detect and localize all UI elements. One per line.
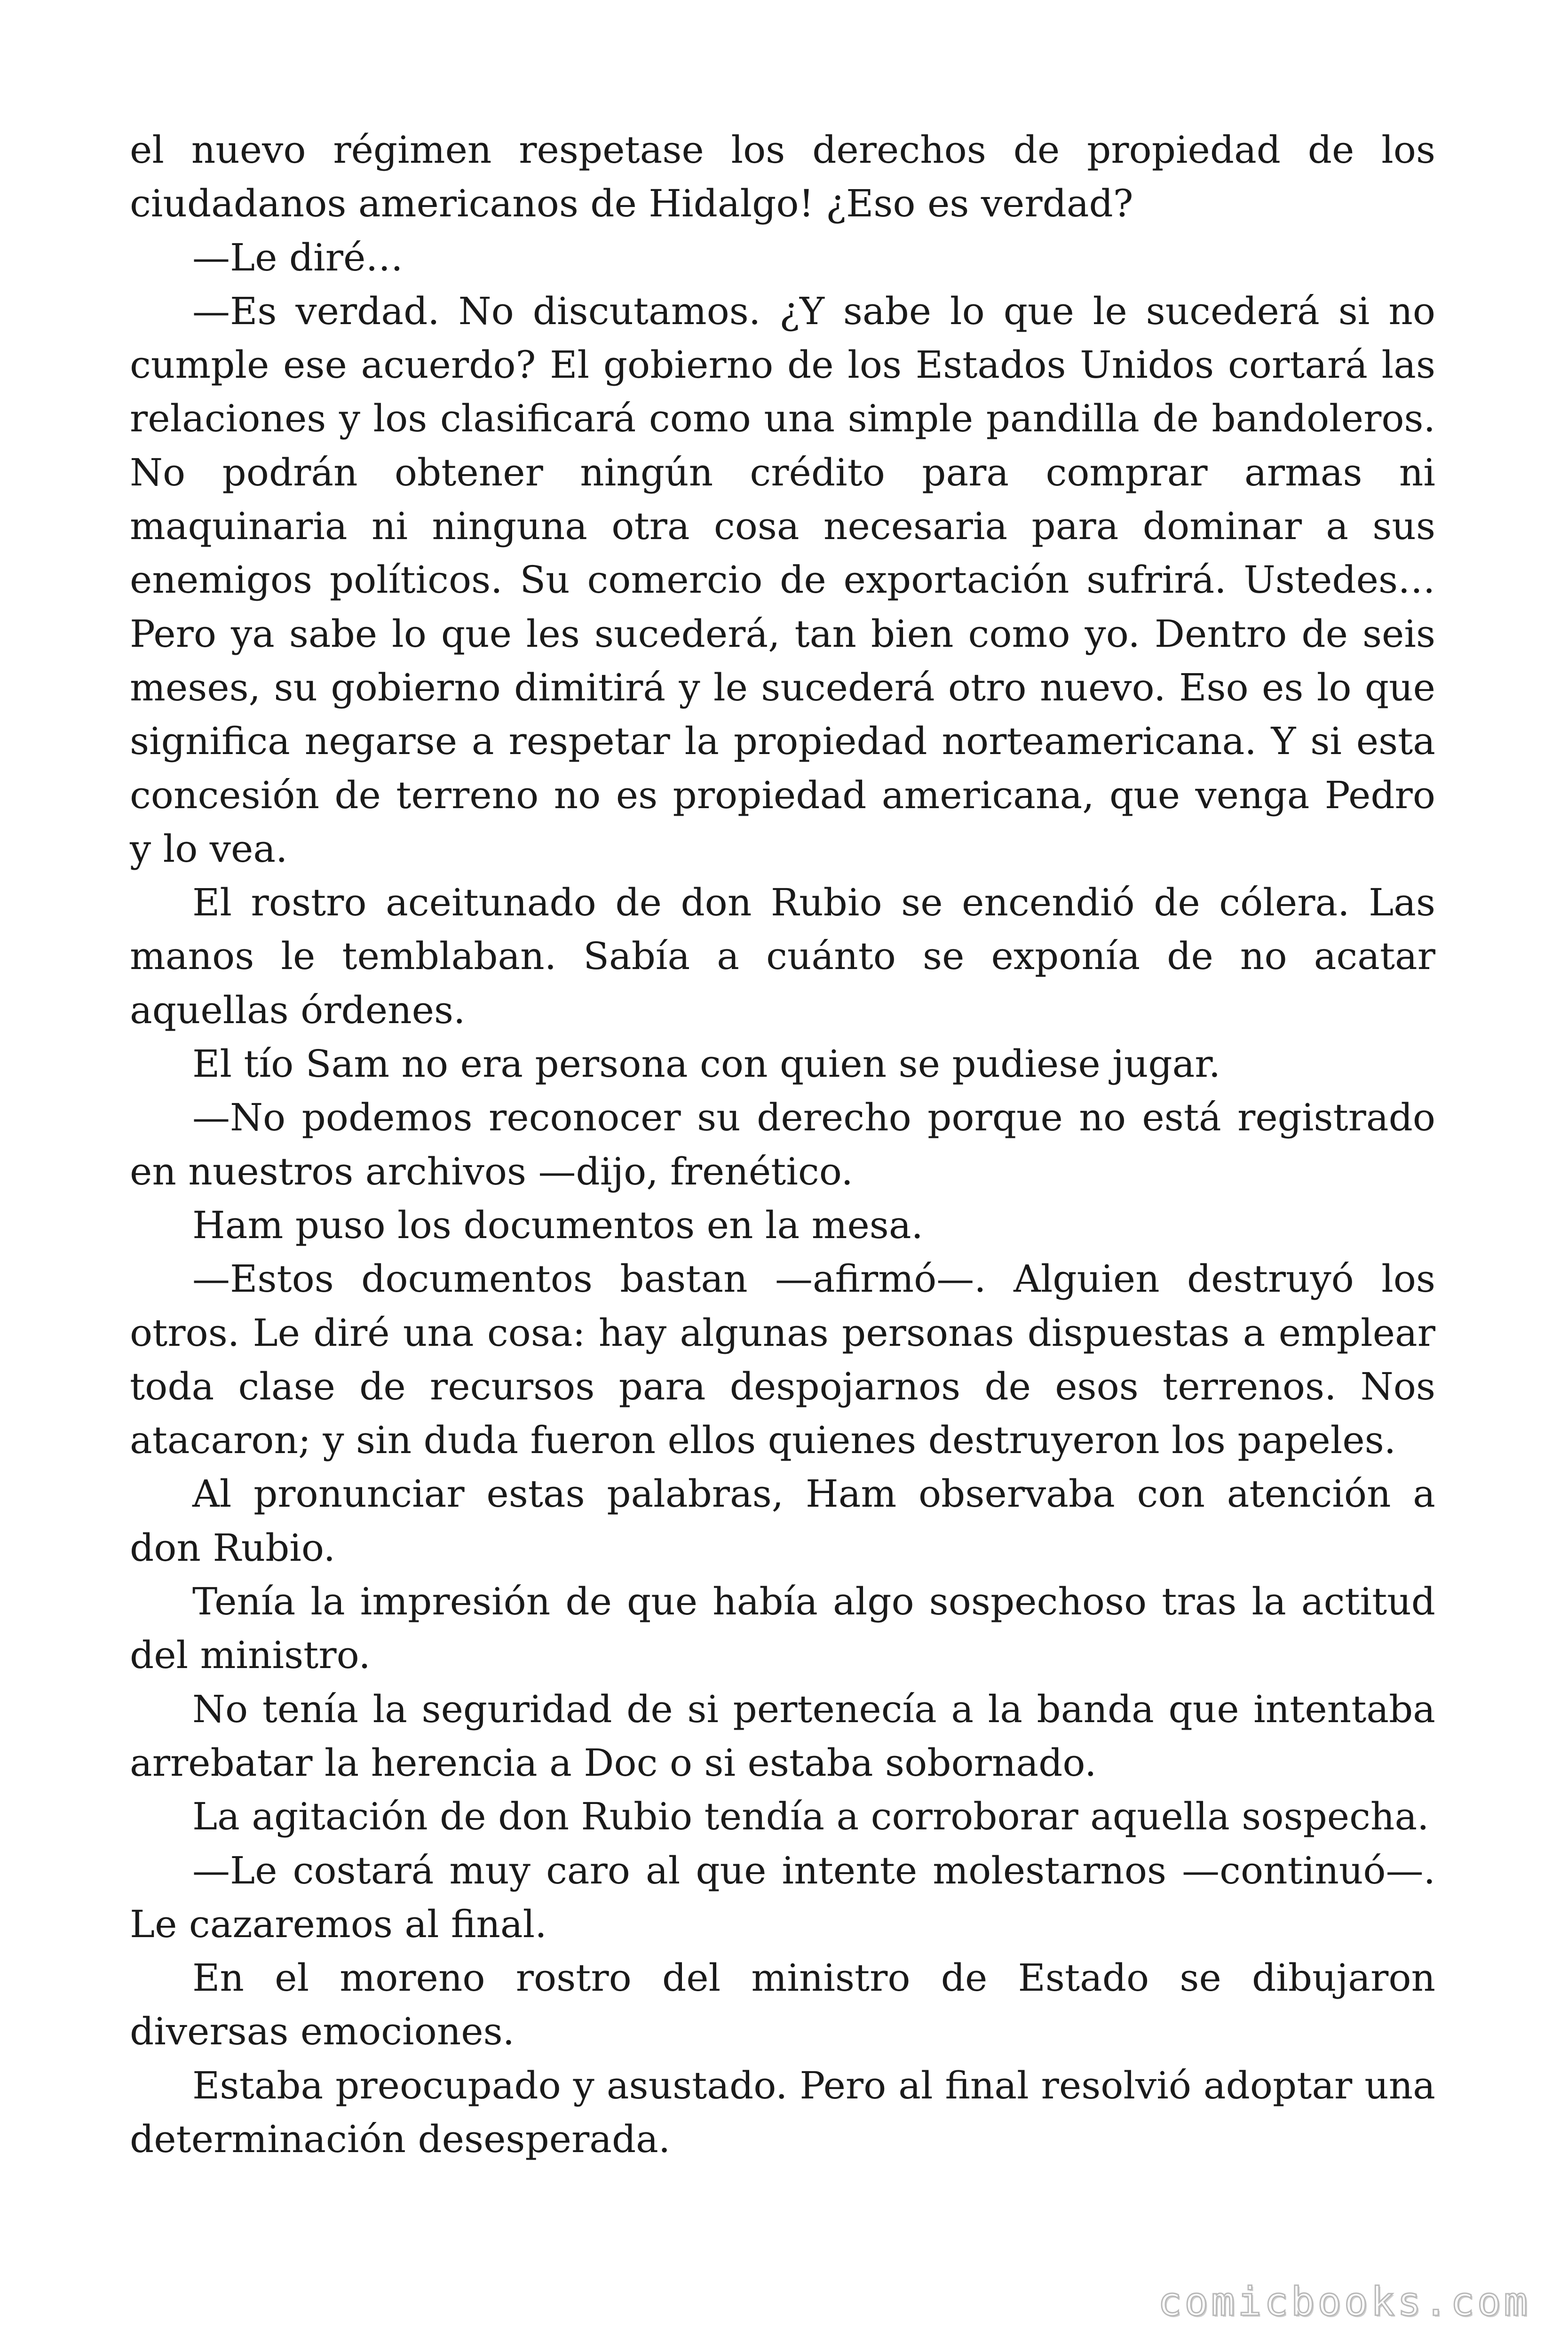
paragraph: el nuevo régimen respetase los derechos de propiedad de los ciudadanos americanos de Hidalgo! ¿Eso es verdad? [130,128,1435,226]
paragraph: Al pronunciar estas palabras, Ham observaba con atención a don Rubio. [130,1472,1435,1570]
paragraph: —Le diré… [192,235,404,279]
paragraph: Estaba preocupado y asustado. Pero al final resolvió adoptar una determinación desesperada. [130,2063,1435,2161]
paragraph: No tenía la seguridad de si pertenecía a la banda que intentaba arrebatar la herencia a Doc o si estaba sobornado. [130,1687,1435,1785]
paragraph: El tío Sam no era persona con quien se pudiese jugar. [192,1042,1221,1086]
paragraph: —Le costará muy caro al que intente molestarnos —continuó—. Le cazaremos al final. [130,1848,1435,1946]
paragraph: En el moreno rostro del ministro de Estado se dibujaron diversas emociones. [130,1956,1435,2054]
paragraph: Ham puso los documentos en la mesa. [192,1203,923,1247]
paragraph: Tenía la impresión de que había algo sospechoso tras la actitud del ministro. [130,1580,1435,1677]
paragraph: —No podemos reconocer su derecho porque no está registrado en nuestros archivos —dijo, frenético. [130,1096,1435,1193]
watermark-logo: comicbooks.com [1157,2279,1530,2325]
paragraph: La agitación de don Rubio tendía a corroborar aquella sospecha. [192,1795,1429,1839]
paragraph: El rostro aceitunado de don Rubio se encendió de cólera. Las manos le temblaban. Sabía a cuánto se exponía de no acatar aquellas órdenes. [130,881,1435,1032]
body-text [130,123,1435,2166]
paragraph: —Estos documentos bastan —afirmó—. Alguien destruyó los otros. Le diré una cosa: hay algunas personas dispuestas a emplear toda clase de recursos para despojarnos de esos terrenos. Nos atacaron; y sin duda fueron ellos quienes destruyeron los papeles. [130,1257,1435,1462]
paragraph: —Es verdad. No discutamos. ¿Y sabe lo que le sucederá si no cumple ese acuerdo? El gobierno de los Estados Unidos cortará las relaciones y los clasificará como una simple pandilla de bandoleros. No podrán obtener ningún crédito para comprar armas ni maquinaria ni ninguna otra cosa necesaria para dominar a sus enemigos políticos. Su comercio de exportación sufrirá. Ustedes… Pero ya sabe lo que les sucederá, tan bien como yo. Dentro de seis meses, su gobierno dimitirá y le sucederá otro nuevo. Eso es lo que significa negarse a respetar la propiedad norteamericana. Y si esta concesión de terreno no es propiedad americana, que venga Pedro y lo vea. [130,289,1435,871]
